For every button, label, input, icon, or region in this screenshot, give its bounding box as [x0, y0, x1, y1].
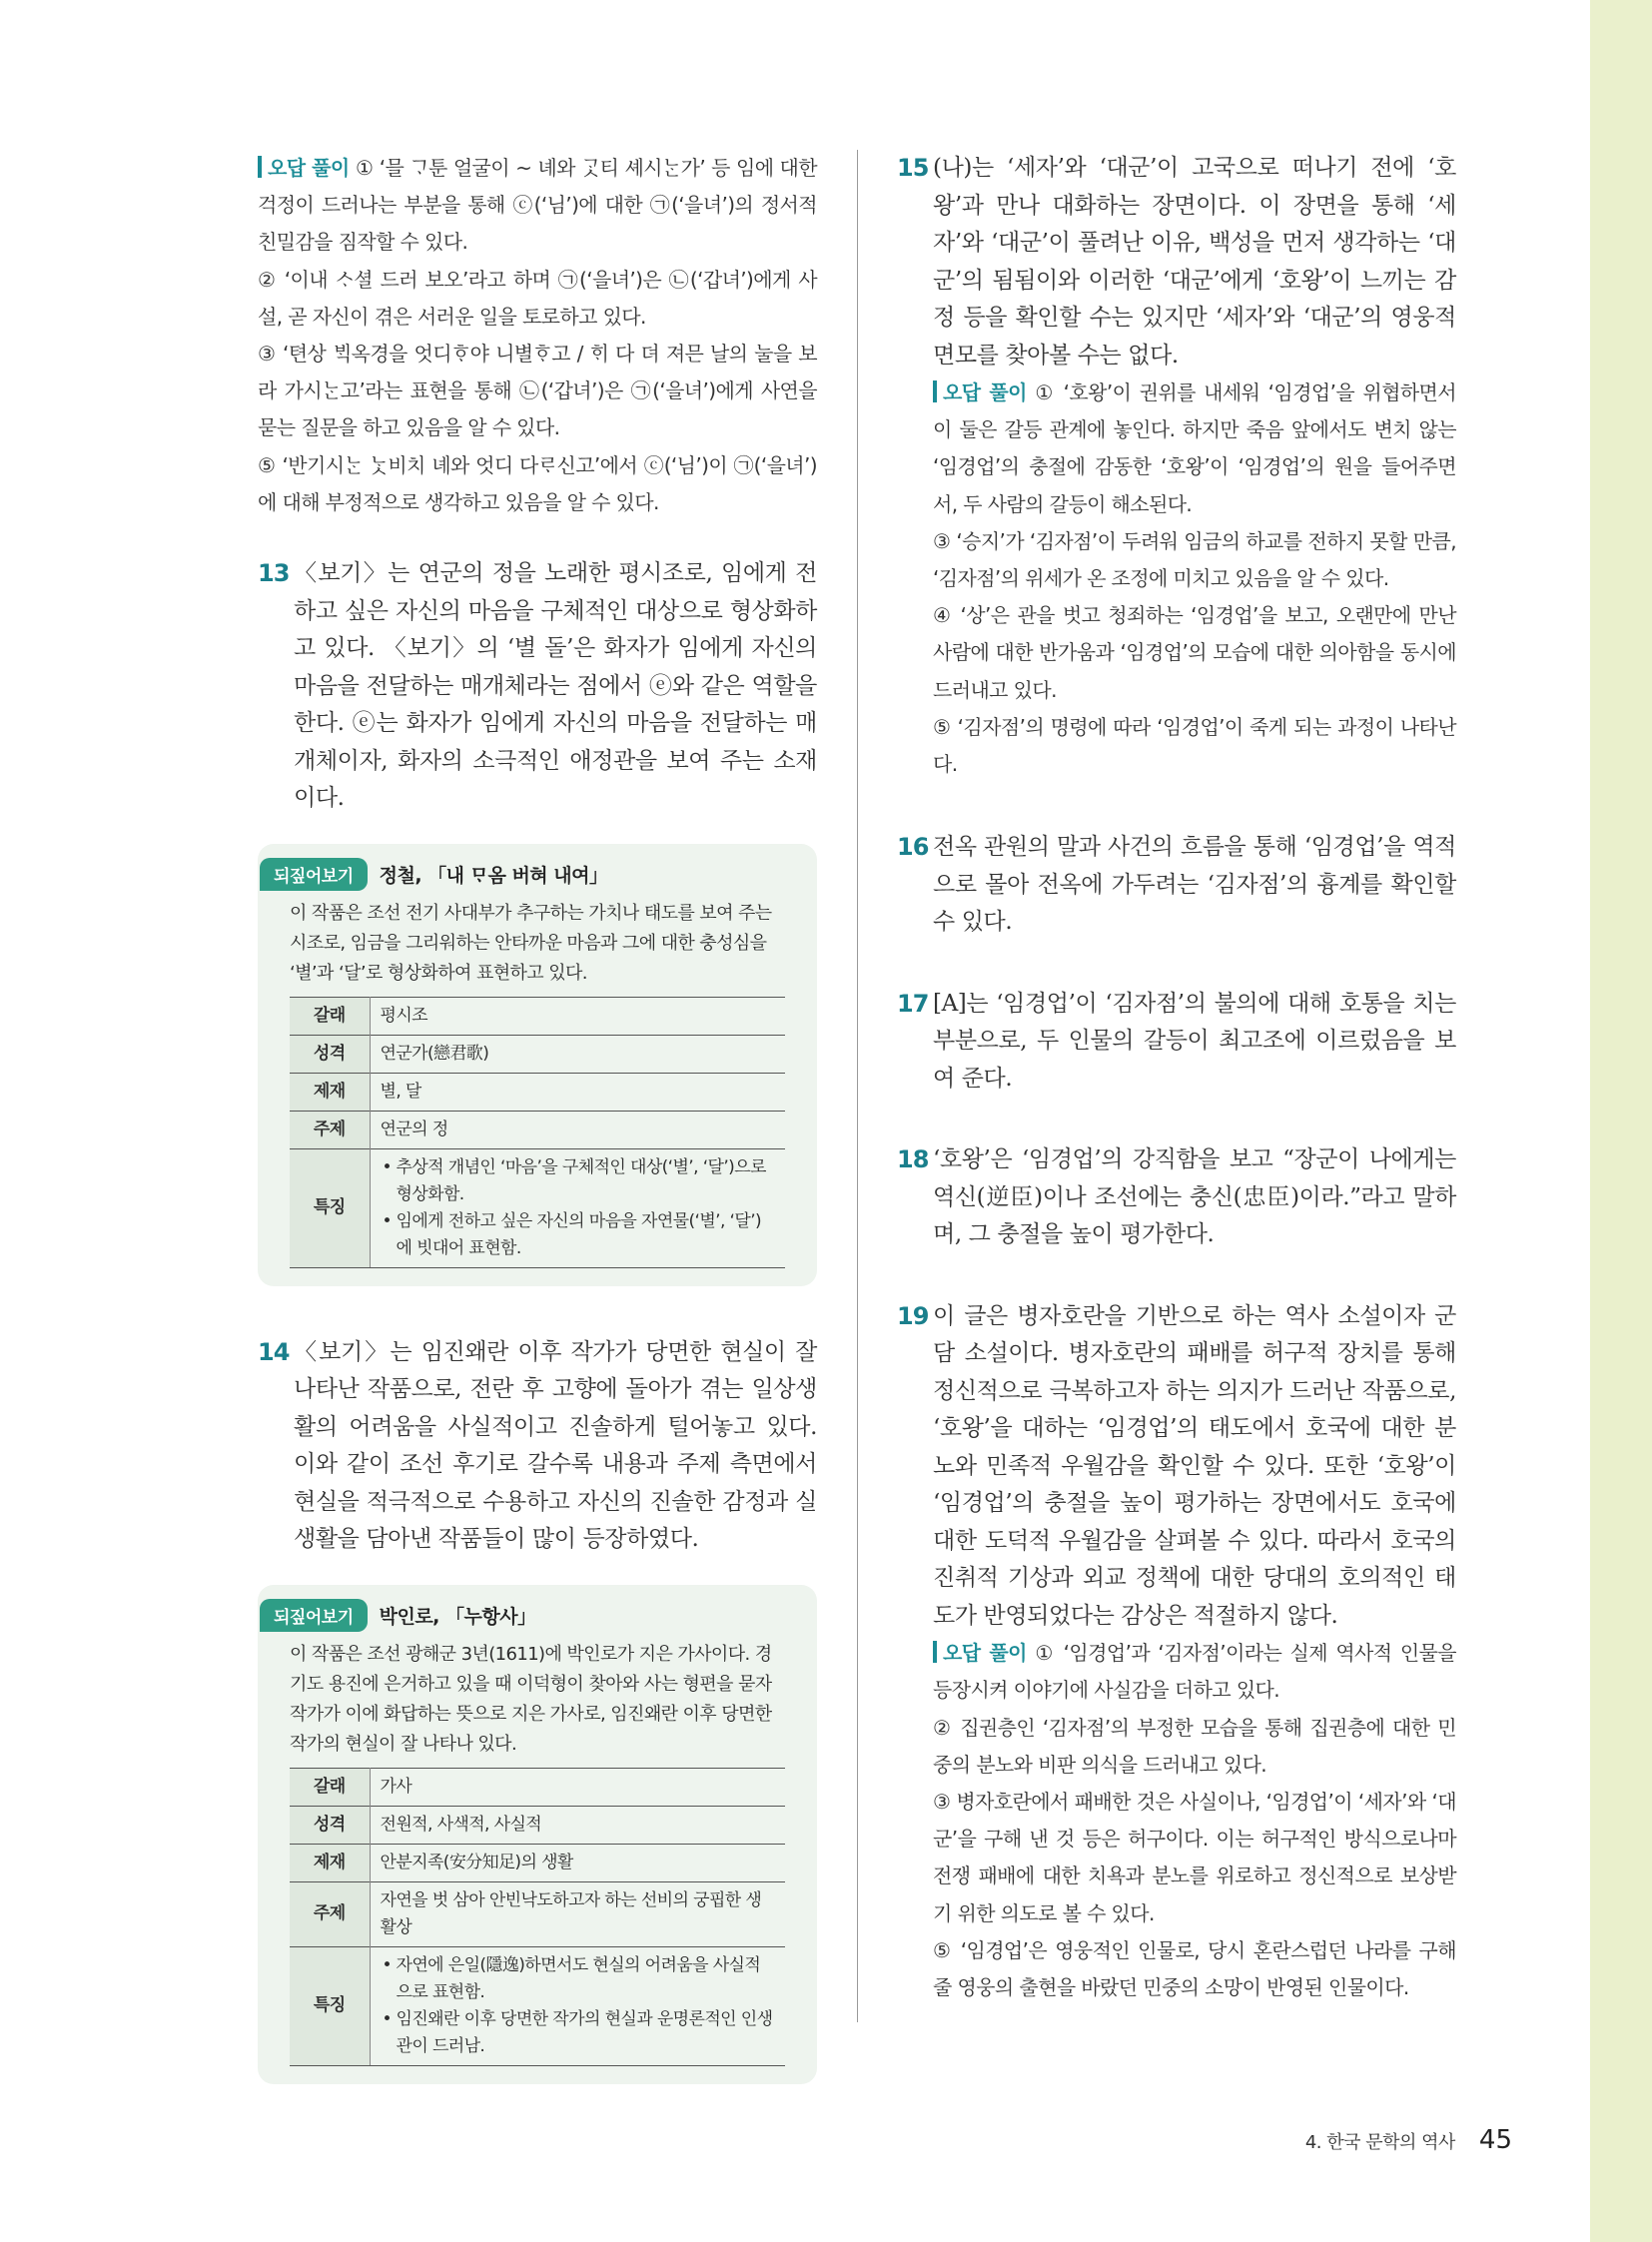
- explanation-tag: 오답 풀이: [933, 380, 1027, 404]
- review-title: 정철, 「내 ᄆᆞ옴 버혀 내여」: [379, 864, 608, 887]
- question-text: (나)는 ‘세자’와 ‘대군’이 고국으로 떠나기 전에 ‘호왕’과 만나 대화하는 장면이다. 이 장면을 통해 ‘세자’와 ‘대군’이 풀려난 이유, 백성을 먼저 생각하는 ‘대군’의 됨됨이와 이러한 ‘대군’에게 ‘호왕’이 느끼는 감정 등을 확인할 수는 있지만 ‘세자’와 ‘대군’의 영웅적 면모를 찾아볼 수는 없다.: [933, 155, 1456, 369]
- left-column: [258, 150, 817, 2084]
- review-table: [290, 997, 785, 1268]
- explanation-item: ⑤ ‘반기시ᄂᆞᆫ ᄂᆞᆺ비치 녜와 엇디 다ᄅᆞ신고’에서 ⓒ(‘님’)이 ㉠(‘을녀’)에 대해 부정적으로 생각하고 있음을 알 수 있다.: [258, 452, 817, 514]
- table-row: 갈래 가사: [290, 1768, 785, 1806]
- table-row: 주제 자연을 벗 삼아 안빈낙도하고자 하는 선비의 궁핍한 생활상: [290, 1881, 785, 1946]
- review-title: 박인로, 「누항사」: [379, 1605, 536, 1628]
- review-description: 이 작품은 조선 전기 사대부가 추구하는 가치나 태도를 보여 주는 시조로, 임금을 그리워하는 안타까운 마음과 그에 대한 충성심을 ‘별’과 ‘달’로 형상화하여 표현하고 있다.: [290, 902, 772, 984]
- explanation-item: ② 집권층인 ‘김자점’의 부정한 모습을 통해 집권층에 대한 민중의 분노와 비판 의식을 드러내고 있다.: [933, 1715, 1456, 1777]
- explanation-item: ③ ‘텬상 ᄇᆡᆨ옥경을 엇디ᄒᆞ야 니별ᄒᆞ고 / ᄒᆡ 다 뎌 져믄 날의 눌을 보라 가시ᄂᆞᆫ고’라는 표현을 통해 ㉡(‘갑녀’)은 ㉠(‘을녀’)에게 사연을 묻는 질문을 하고 있음을 알 수 있다.: [258, 342, 817, 440]
- feature-item: • 임에게 전하고 싶은 자신의 마음을 자연물(‘별’, ‘달’)에 빗대어 표현함.: [381, 1208, 776, 1262]
- question-text: 〈보기〉는 연군의 정을 노래한 평시조로, 임에게 전하고 싶은 자신의 마음을 구체적인 대상으로 형상화하고 있다. 〈보기〉의 ‘별 돌’은 화자가 임에게 자신의 마음을 전달하는 매개체라는 점에서 ⓔ와 같은 역할을 한다. ⓔ는 화자가 임에게 자신의 마음을 전달하는 매개체이자, 화자의 소극적인 애정관을 보여 주는 소재이다.: [294, 560, 817, 812]
- review-tag: 되짚어보기: [260, 1599, 368, 1632]
- review-box-14: [258, 1585, 817, 2084]
- question-19: [897, 1298, 1456, 1636]
- explanation-tag: 오답 풀이: [933, 1641, 1027, 1665]
- table-row: 제재 별, 달: [290, 1073, 785, 1111]
- review-box-header: [260, 1599, 785, 1632]
- explanation-item: 오답 풀이 ① ‘믈 ᄀᆞ툰 얼굴이 ~ 녜와 ᄀᆞᆺ티 셰시ᄂᆞᆫ가’ 등 임에 대한 걱정이 드러나는 부분을 통해 ⓒ(‘님’)에 대한 ㉠(‘을녀’)의 정서적 친밀감을 짐작할 수 있다.: [258, 156, 817, 255]
- review-box-header: [260, 858, 785, 891]
- question-text: [A]는 ‘임경업’이 ‘김자점’의 불의에 대해 호통을 치는 부분으로, 두 인물의 갈등이 최고조에 이르렀음을 보여 준다.: [933, 990, 1456, 1092]
- right-column: [897, 150, 1456, 2006]
- table-row: 특징 • 추상적 개념인 ‘마음’을 구체적인 대상(‘별’, ‘달’)으로 형상화함. • 임에게 전하고 싶은 자신의 마음을 자연물(‘별’, ‘달’)에 빗대어 표현함.: [290, 1148, 785, 1267]
- side-color-strip: [1590, 0, 1652, 2242]
- explanation-item: ③ 병자호란에서 패배한 것은 사실이나, ‘임경업’이 ‘세자’와 ‘대군’을 구해 낸 것 등은 허구이다. 이는 허구적인 방식으로나마 전쟁 패배에 대한 치욕과 분노를 위로하고 정신적으로 보상받기 위한 의도로 볼 수 있다.: [933, 1790, 1456, 1925]
- question-text: ‘호왕’은 ‘임경업’의 강직함을 보고 “장군이 나에게는 역신(逆臣)이나 조선에는 충신(忠臣)이라.”라고 말하며, 그 충절을 높이 평가한다.: [933, 1146, 1456, 1248]
- explanation-item: 오답 풀이 ① ‘임경업’과 ‘김자점’이라는 실제 역사적 인물을 등장시켜 이야기에 사실감을 더하고 있다.: [933, 1641, 1456, 1703]
- table-row: 갈래 평시조: [290, 997, 785, 1035]
- question-15: [897, 150, 1456, 374]
- table-row: 주제 연군의 정: [290, 1111, 785, 1148]
- question-number: 18: [897, 1145, 929, 1174]
- explanation-item: 오답 풀이 ① ‘호왕’이 권위를 내세워 ‘임경업’을 위협하면서 이 둘은 갈등 관계에 놓인다. 하지만 죽음 앞에서도 변치 않는 ‘임경업’의 충절에 감동한 ‘호왕’이 ‘임경업’의 원을 들어주면서, 두 사람의 갈등이 해소된다.: [933, 380, 1456, 516]
- table-row: 성격 전원적, 사색적, 사실적: [290, 1806, 785, 1844]
- page-footer: [1305, 2125, 1512, 2155]
- feature-item: • 임진왜란 이후 당면한 작가의 현실과 운명론적인 인생관이 드러남.: [381, 2006, 776, 2060]
- feature-item: • 추상적 개념인 ‘마음’을 구체적인 대상(‘별’, ‘달’)으로 형상화함.: [381, 1154, 776, 1208]
- review-box-13: [258, 844, 817, 1286]
- answer-explanation-12: [258, 150, 817, 521]
- question-text: 이 글은 병자호란을 기반으로 하는 역사 소설이자 군담 소설이다. 병자호란의 패배를 허구적 장치를 통해 정신적으로 극복하고자 하는 의지가 드러난 작품으로, ‘호왕’을 대하는 ‘임경업’의 태도에서 호국에 대한 분노와 민족적 우월감을 확인할 수 있다. 또한 ‘호왕’이 ‘임경업’의 충절을 높이 평가하는 장면에서도 호국에 대한 도덕적 우월감을 살펴볼 수 있다. 따라서 호국의 진취적 기상과 외교 정책에 대한 당대의 호의적인 태도가 반영되었다는 감상은 적절하지 않다.: [933, 1302, 1456, 1629]
- explanation-item: ④ ‘상’은 관을 벗고 청죄하는 ‘임경업’을 보고, 오랜만에 만난 사람에 대한 반가움과 ‘임경업’의 모습에 대한 의아함을 동시에 드러내고 있다.: [933, 603, 1456, 702]
- question-13: [258, 555, 817, 818]
- question-text: 〈보기〉는 임진왜란 이후 작가가 당면한 현실이 잘 나타난 작품으로, 전란 후 고향에 돌아가 겪는 일상생활의 어려움을 사실적이고 진솔하게 털어놓고 있다. 이와 같이 조선 후기로 갈수록 내용과 주제 측면에서 현실을 적극적으로 수용하고 자신의 진솔한 감정과 실생활을 담아낸 작품들이 많이 등장하였다.: [294, 1338, 817, 1553]
- answer-explanation-15: [897, 374, 1456, 783]
- explanation-item: ② ‘이내 ᄉᆞ셜 드러 보오’라고 하며 ㉠(‘을녀’)은 ㉡(‘갑녀’)에게 사설, 곧 자신이 겪은 서러운 일을 토로하고 있다.: [258, 267, 817, 329]
- review-tag: 되짚어보기: [260, 858, 368, 891]
- question-number: 14: [258, 1337, 290, 1366]
- question-18: [897, 1141, 1456, 1254]
- question-number: 15: [897, 154, 929, 182]
- explanation-tag: 오답 풀이: [258, 156, 350, 180]
- question-number: 13: [258, 559, 290, 588]
- page-number: 45: [1478, 2125, 1512, 2155]
- question-number: 17: [897, 989, 929, 1018]
- review-description: 이 작품은 조선 광해군 3년(1611)에 박인로가 지은 가사이다. 경기도 용진에 은거하고 있을 때 이덕형이 찾아와 사는 형편을 묻자 작가가 이에 화답하는 뜻으로 지은 가사로, 임진왜란 이후 당면한 작가의 현실이 잘 나타나 있다.: [290, 1643, 772, 1755]
- question-17: [897, 986, 1456, 1099]
- question-number: 19: [897, 1301, 929, 1330]
- explanation-item: ⑤ ‘김자점’의 명령에 따라 ‘임경업’이 죽게 되는 과정이 나타난다.: [933, 714, 1456, 777]
- question-number: 16: [897, 833, 929, 862]
- table-row: 특징 • 자연에 은일(隱逸)하면서도 현실의 어려움을 사실적으로 표현함. • 임진왜란 이후 당면한 작가의 현실과 운명론적인 인생관이 드러남.: [290, 1946, 785, 2065]
- question-14: [258, 1334, 817, 1559]
- table-row: 제재 안분지족(安分知足)의 생활: [290, 1844, 785, 1881]
- question-16: [897, 829, 1456, 942]
- chapter-title: 4. 한국 문학의 역사: [1304, 2132, 1455, 2153]
- column-divider: [857, 150, 858, 2022]
- table-row: 성격 연군가(戀君歌): [290, 1035, 785, 1073]
- answer-explanation-19: [897, 1635, 1456, 2006]
- review-table: [290, 1768, 785, 2066]
- feature-item: • 자연에 은일(隱逸)하면서도 현실의 어려움을 사실적으로 표현함.: [381, 1952, 776, 2006]
- explanation-item: ③ ‘승지’가 ‘김자점’이 두려워 임금의 하교를 전하지 못할 만큼, ‘김자점’의 위세가 온 조정에 미치고 있음을 알 수 있다.: [933, 528, 1456, 591]
- explanation-item: ⑤ ‘임경업’은 영웅적인 인물로, 당시 혼란스럽던 나라를 구해 줄 영웅의 출현을 바랐던 민중의 소망이 반영된 인물이다.: [933, 1937, 1456, 2000]
- question-text: 전옥 관원의 말과 사건의 흐름을 통해 ‘임경업’을 역적으로 몰아 전옥에 가두려는 ‘김자점’의 흉계를 확인할 수 있다.: [933, 834, 1456, 936]
